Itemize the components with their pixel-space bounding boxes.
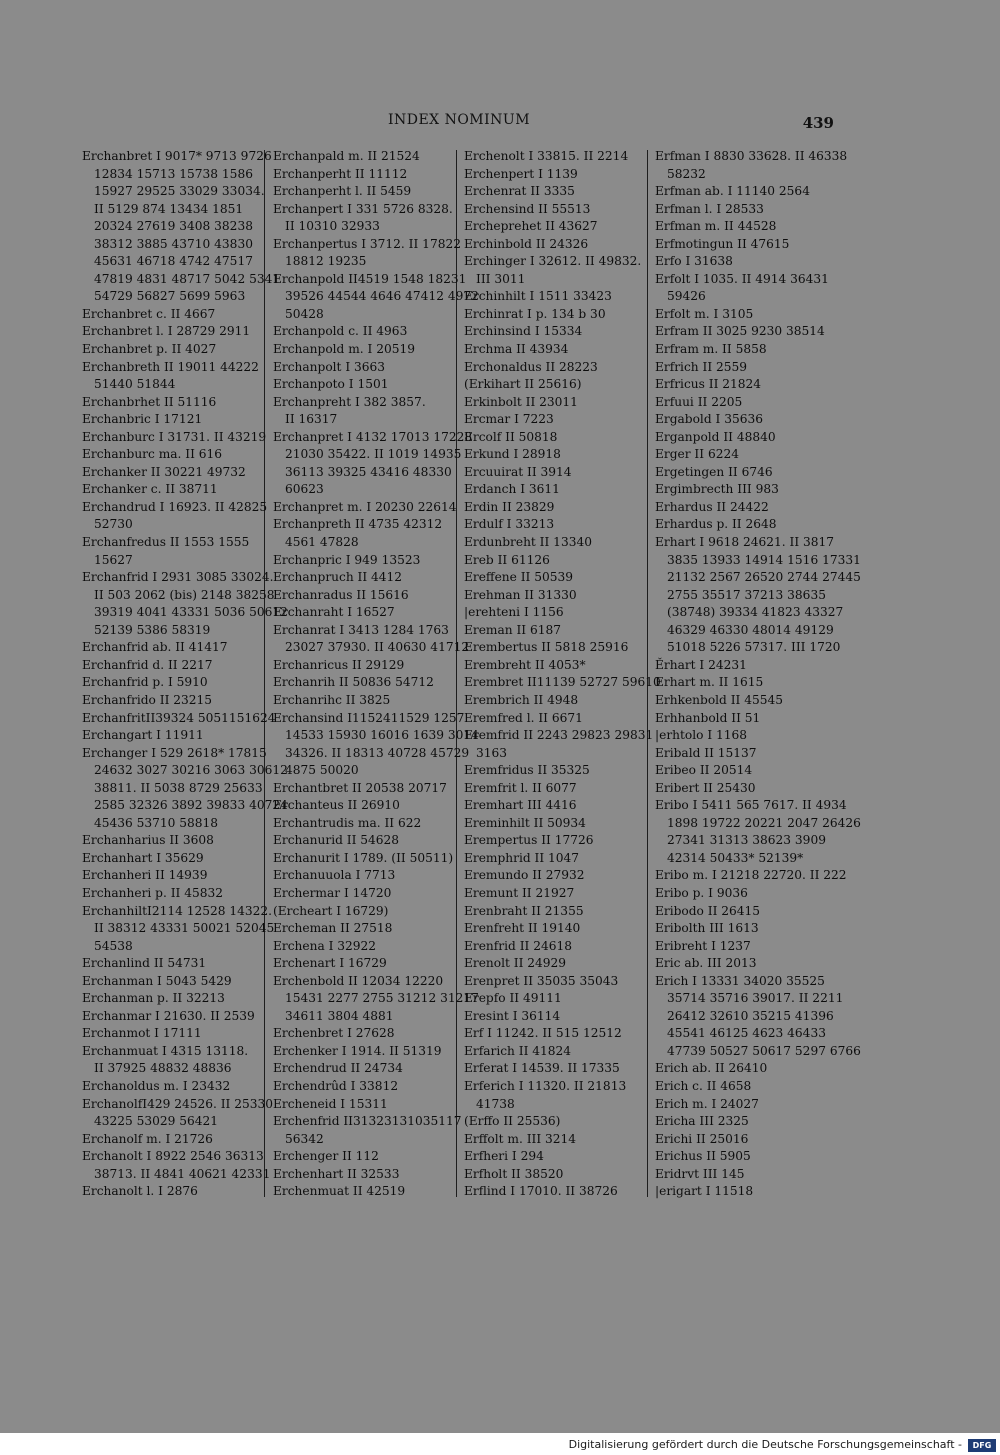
index-entry: Erchanpric I 949 13523 [273,552,421,567]
index-entry: Erf I 11242. II 515 12512 [464,1026,622,1041]
index-entry-continuation: II 5129 874 13434 1851 [94,201,244,216]
index-entry: Erchanburc I 31731. II 43219 [82,429,267,444]
index-entry: Erfrich II 2559 [655,359,748,374]
index-entry-continuation: 15627 [94,552,133,567]
index-entry: Ericha III 2325 [655,1114,749,1129]
index-entry-continuation: 38312 3885 43710 43830 [94,236,253,251]
index-entry: Erkund I 28918 [464,447,561,462]
index-entry: Erferich I 11320. II 21813 [464,1078,627,1093]
index-entry: Eribald II 15137 [655,745,757,760]
index-entry: Erchantbret II 20538 20717 [273,780,447,795]
index-entry: Eremunt II 21927 [464,885,575,900]
index-entry: Erfricus II 21824 [655,377,762,392]
index-entry: Erchanlind II 54731 [82,956,207,971]
index-entry: Erchanpold c. II 4963 [273,324,408,339]
index-entry: Eridrvt III 145 [655,1166,745,1181]
index-entry-continuation: 4875 50020 [285,763,359,778]
page-number: 439 [802,114,834,132]
index-entry: Erfmotingun II 47615 [655,236,790,251]
index-entry: Eribert II 25430 [655,780,756,795]
index-entry-continuation: 39319 4041 43331 5036 50612 [94,605,288,620]
index-entry: Erchanpruch II 4412 [273,570,403,585]
index-entry: Eric ab. III 2013 [655,956,757,971]
index-entry-continuation: 60623 [285,482,324,497]
index-entry: Erchangart I 11911 [82,728,204,743]
index-entry-continuation: 27341 31313 38623 3909 [667,833,826,848]
index-entry-continuation: 34326. II 18313 40728 45729 [285,745,470,760]
index-entry: Erhardus p. II 2648 [655,517,777,532]
index-entry: Erchenhart II 32533 [273,1166,400,1181]
index-entry: Erchanheri II 14939 [82,868,208,883]
index-entry: Erembertus II 5818 25916 [464,640,629,655]
index-entry-continuation: 23027 37930. II 40630 41712 [285,640,470,655]
index-entry: Erchanfrid ab. II 41417 [82,640,228,655]
index-entry: Erfolt m. I 3105 [655,306,754,321]
index-entry-continuation: 54729 56827 5699 5963 [94,289,246,304]
index-entry: Erchanfrido II 23215 [82,692,213,707]
index-entry-continuation: 59426 [667,289,706,304]
index-entry-continuation: 12834 15713 15738 1586 [94,166,253,181]
index-entry-continuation: 21030 35422. II 1019 14935 [285,447,462,462]
index-entry: Erchanpert I 331 5726 8328. [273,201,453,216]
index-entry: Erchanolt l. I 2876 [82,1184,198,1199]
index-entry: Erchma II 43934 [464,342,569,357]
index-entry: Erchanheri p. II 45832 [82,885,223,900]
index-entry: Ergabold I 35636 [655,412,763,427]
index-entry: Erchanfrid d. II 2217 [82,657,213,672]
index-entry-continuation: 51018 5226 57317. III 1720 [667,640,841,655]
index-entry: Erchanbret c. II 4667 [82,306,216,321]
index-entry: Erfolt I 1035. II 4914 36431 [655,271,829,286]
index-entry-continuation: II 10310 32933 [285,219,380,234]
index-entry-continuation: 15927 29525 33029 33034. [94,184,265,199]
index-entry: Erchanker II 30221 49732 [82,464,246,479]
index-entry: Erchanhart I 35629 [82,850,204,865]
index-entry: Ereb II 61126 [464,552,550,567]
index-entry: Erfman I 8830 33628. II 46338 [655,149,848,163]
index-entry: Erchenger II 112 [273,1149,379,1164]
index-entry: Erchendrûd I 33812 [273,1078,399,1093]
index-entry: Erichi II 25016 [655,1131,749,1146]
index-entry: (Erffo II 25536) [464,1114,561,1129]
index-entry: Erchanharius II 3608 [82,833,214,848]
index-entry: Erferat I 14539. II 17335 [464,1061,620,1076]
index-entry-continuation: 26412 32610 35215 41396 [667,1008,834,1023]
index-entry: Erchanfrid p. I 5910 [82,675,208,690]
index-entry: Erchenrat II 3335 [464,184,575,199]
index-entry: Erchanteus II 26910 [273,798,400,813]
index-entry-continuation: II 16317 [285,412,338,427]
index-entry: Erchanbret p. II 4027 [82,342,217,357]
index-entry: |erehteni I 1156 [464,605,564,620]
index-entry: Erdulf I 33213 [464,517,555,532]
index-entry: Erchanpold II4519 1548 18231 [273,271,467,286]
index-entry: Erchanricus II 29129 [273,657,405,672]
index-entry-continuation: 2585 32326 3892 39833 40724 [94,798,288,813]
index-entry: Erfram II 3025 9230 38514 [655,324,825,339]
index-entry-continuation: II 38312 43331 50021 52045 [94,921,275,936]
index-entry: Erchanraht I 16527 [273,605,395,620]
index-entry-continuation: 42314 50433* 52139* [667,850,804,865]
index-entry: Ergimbrecth III 983 [655,482,779,497]
index-entry-continuation: 34611 3804 4881 [285,1008,394,1023]
index-entry: Erich m. I 24027 [655,1096,759,1111]
index-entry: Erchendrud II 24734 [273,1061,403,1076]
index-entry: Erfman m. II 44528 [655,219,777,234]
index-entry: Erchensind II 55513 [464,201,591,216]
index-entry-continuation: 14533 15930 16016 1639 3014 [285,728,479,743]
index-column-1 [82,148,288,1201]
index-entry: (Erkihart II 25616) [464,377,582,392]
index-entry-continuation: 56342 [285,1131,324,1146]
index-entry: Eribodo II 26415 [655,903,761,918]
index-entry: Erchanoldus m. I 23432 [82,1078,231,1093]
index-entry: Erchenpert I 1139 [464,166,578,181]
index-entry-continuation: 45541 46125 4623 46433 [667,1026,826,1041]
index-entry: Eribo p. I 9036 [655,885,748,900]
index-entry: Erchanpold m. I 20519 [273,342,415,357]
index-entry: Erenpret II 35035 35043 [464,973,619,988]
index-entry: Eresint I 36114 [464,1008,561,1023]
index-entry: Erchanpoto I 1501 [273,377,389,392]
index-entry: Erchanmar I 21630. II 2539 [82,1008,255,1023]
index-entry-continuation: 2755 35517 37213 38635 [667,587,826,602]
index-entry: Erchinrat I p. 134 b 30 [464,306,606,321]
index-entry-continuation: 4561 47828 [285,535,359,550]
column-divider [456,150,457,1197]
index-entry: Erchanpret m. I 20230 22614 [273,499,457,514]
index-entry: Erchandrud I 16923. II 42825 [82,499,268,514]
index-entry: Erenfreht II 19140 [464,921,581,936]
index-entry: Erdin II 23829 [464,499,555,514]
index-entry: Erchanurid II 54628 [273,833,400,848]
index-entry: Erepfo II 49111 [464,991,562,1006]
index-entry: Erchenker I 1914. II 51319 [273,1043,442,1058]
index-entry: Erich c. II 4658 [655,1078,752,1093]
index-entry: Erchanpald m. II 21524 [273,149,420,163]
index-entry: Eribolth III 1613 [655,921,759,936]
index-entry: Erchanolt I 8922 2546 36313 [82,1149,264,1164]
index-column-4 [655,148,861,1201]
dfg-logo: DFG [968,1439,996,1452]
index-entry-continuation: 58232 [667,166,706,181]
index-entry: Erchenart I 16729 [273,956,387,971]
index-entry: Erchinsind I 15334 [464,324,583,339]
index-entry: ErchanolfI429 24526. II 25330 [82,1096,274,1111]
index-entry: Erfholt II 38520 [464,1166,564,1181]
index-entry: Erger II 6224 [655,447,739,462]
index-entry-continuation: 20324 27619 3408 38238 [94,219,253,234]
index-entry: Erffolt m. III 3214 [464,1131,577,1146]
index-entry: Erkinbolt II 23011 [464,394,578,409]
index-entry: Erfuui II 2205 [655,394,743,409]
index-entry: Erchanfrid I 2931 3085 33024. [82,570,274,585]
index-entry: Ercmar I 7223 [464,412,554,427]
column-divider [647,150,648,1197]
index-entry: Erchanfredus II 1553 1555 [82,535,250,550]
index-entry: Erchanperht II 11112 [273,166,408,181]
index-entry: Erchanuuola I 7713 [273,868,396,883]
index-entry: ErchanhiltI2114 12528 14322. [82,903,273,918]
index-entry: Erchermar I 14720 [273,885,392,900]
index-entry: Ercolf II 50818 [464,429,558,444]
index-entry: Erflind I 17010. II 38726 [464,1184,618,1199]
page-title: INDEX NOMINUM [387,112,531,128]
index-entry: Erhardus II 24422 [655,499,769,514]
index-entry: Erhart m. II 1615 [655,675,764,690]
index-entry: Erchinhilt I 1511 33423 [464,289,612,304]
index-entry-continuation: 24632 3027 30216 3063 30612 [94,763,288,778]
index-entry-continuation: (38748) 39334 41823 43327 [667,605,844,620]
index-entry: Erfheri I 294 [464,1149,544,1164]
index-entry-continuation: 18812 19235 [285,254,367,269]
index-entry: Erchanbret I 9017* 9713 9726 [82,149,272,163]
index-entry: Erchanmot I 17111 [82,1026,202,1041]
index-entry: Erchanbrhet II 51116 [82,394,217,409]
index-entry: Erchenolt I 33815. II 2214 [464,149,629,163]
index-entry-continuation: 50428 [285,306,324,321]
index-entry: Erdunbreht II 13340 [464,535,592,550]
index-entry-continuation: 41738 [476,1096,515,1111]
index-entry: Erchanger I 529 2618* 17815 [82,745,267,760]
index-entry: Ercheneid I 15311 [273,1096,388,1111]
index-entry: Erfram m. II 5858 [655,342,767,357]
index-entry: Erchanpertus I 3712. II 17822 [273,236,461,251]
index-entry: Erchanrih II 50836 54712 [273,675,434,690]
index-entry: Erchanbreth II 19011 44222 [82,359,259,374]
index-entry-continuation: 3835 13933 14914 1516 17331 [667,552,861,567]
index-entry-continuation: II 37925 48832 48836 [94,1061,232,1076]
index-entry-continuation: 54538 [94,938,133,953]
index-entry: Erfarich II 41824 [464,1043,572,1058]
index-entry-continuation: 39526 44544 4646 47412 4972 [285,289,479,304]
index-entry-continuation: 1898 19722 20221 2047 26426 [667,815,861,830]
index-entry: Erich ab. II 26410 [655,1061,768,1076]
index-entry: Erhkenbold II 45545 [655,692,784,707]
index-entry-continuation: III 3011 [476,271,526,286]
index-entry: Erchenbret I 27628 [273,1026,395,1041]
index-entry: Ereminhilt II 50934 [464,815,586,830]
index-entry: Ěrhart I 24231 [655,657,747,672]
index-entry-continuation: 47819 4831 48717 5042 5341 [94,271,281,286]
index-entry-continuation: 45436 53710 58818 [94,815,219,830]
index-entry: Erenolt II 24929 [464,956,567,971]
index-entry: Eremfrid II 2243 29823 29831 [464,728,654,743]
index-entry: Erhhanbold II 51 [655,710,761,725]
index-entry: Erembret II11139 52727 59610 [464,675,661,690]
index-entry: Erchanurit I 1789. (II 50511) [273,850,454,865]
index-entry: Erchonaldus II 28223 [464,359,598,374]
index-entry: ErchanfritII39324 5051151624 [82,710,276,725]
index-entry-continuation: II 503 2062 (bis) 2148 38258 [94,587,275,602]
index-entry-continuation: 38713. II 4841 40621 42331 [94,1166,271,1181]
index-entry: Erich I 13331 34020 35525 [655,973,825,988]
index-entry: Erchansind I1152411529 1257 [273,710,465,725]
index-entry-continuation: 46329 46330 48014 49129 [667,622,834,637]
index-entry-continuation: 51440 51844 [94,377,176,392]
index-entry: Erichus II 5905 [655,1149,751,1164]
index-entry: Erchanmuat I 4315 13118. [82,1043,249,1058]
index-entry: Ercuuirat II 3914 [464,464,572,479]
index-entry: Erenfrid II 24618 [464,938,572,953]
index-entry: Eribeo II 20514 [655,763,753,778]
index-entry-continuation: 43225 53029 56421 [94,1114,219,1129]
index-entry: Eremfrit l. II 6077 [464,780,577,795]
index-entry: Erchanpreht I 382 3857. [273,394,426,409]
column-divider [264,150,265,1197]
index-entry: Erfo I 31638 [655,254,733,269]
index-entry: Erchanpreth II 4735 42312 [273,517,443,532]
index-entry: |erhtolo I 1168 [655,728,748,743]
index-entry: Ergetingen II 6746 [655,464,773,479]
index-entry: Erchanman p. II 32213 [82,991,225,1006]
index-entry: Erfman l. I 28533 [655,201,764,216]
index-column-3 [464,148,661,1201]
index-entry: Erchanbric I 17121 [82,412,203,427]
index-entry: Eremundo II 27932 [464,868,585,883]
index-entry: Erchinbold II 24326 [464,236,589,251]
index-entry-continuation: 45631 46718 4742 47517 [94,254,253,269]
index-entry-continuation: 15431 2277 2755 31212 31217 [285,991,479,1006]
index-entry: Erchanpret I 4132 17013 17228 [273,429,473,444]
index-entry: Erehman II 31330 [464,587,577,602]
index-entry: Ercheman II 27518 [273,921,393,936]
index-entry: Erchanburc ma. II 616 [82,447,223,462]
index-entry: Erembrich II 4948 [464,692,579,707]
index-entry: Erchanker c. II 38711 [82,482,218,497]
index-entry: Erdanch I 3611 [464,482,560,497]
index-entry-continuation: 47739 50527 50617 5297 6766 [667,1043,861,1058]
index-entry: Erchanbret l. I 28729 2911 [82,324,251,339]
index-entry-continuation: 52730 [94,517,133,532]
index-entry: Erganpold II 48840 [655,429,776,444]
index-entry: Erchenfrid II31323131035117 [273,1114,462,1129]
index-entry: Erchanpolt I 3663 [273,359,386,374]
index-entry-continuation: 38811. II 5038 8729 25633 [94,780,263,795]
index-entry: Eremphrid II 1047 [464,850,580,865]
index-entry-continuation: 52139 5386 58319 [94,622,211,637]
index-entry: Erembreht II 4053* [464,657,586,672]
index-entry: Erchenbold II 12034 12220 [273,973,444,988]
index-entry: Erchena I 32922 [273,938,377,953]
index-entry: Eribo m. I 21218 22720. II 222 [655,868,847,883]
funding-footer: Digitalisierung gefördert durch die Deutsche Forschungsgemeinschaft - [568,1438,962,1451]
index-entry-continuation: 3163 [476,745,508,760]
index-entry: Erchanrihc II 3825 [273,692,391,707]
index-entry: Ereffene II 50539 [464,570,574,585]
index-entry: Eribo I 5411 565 7617. II 4934 [655,798,847,813]
index-entry: Eremhart III 4416 [464,798,577,813]
index-entry: Ercheprehet II 43627 [464,219,598,234]
index-entry: Erchanman I 5043 5429 [82,973,232,988]
index-entry: Erempertus II 17726 [464,833,594,848]
index-entry-continuation: 21132 2567 26520 2744 27445 [667,570,861,585]
index-entry: (Ercheart I 16729) [273,903,389,918]
index-entry: Erchantrudis ma. II 622 [273,815,422,830]
index-entry: Erchanradus II 15616 [273,587,409,602]
index-entry: Erhart I 9618 24621. II 3817 [655,535,835,550]
index-entry: |erigart I 11518 [655,1184,754,1199]
index-entry: Eremfred l. II 6671 [464,710,583,725]
index-entry: Ereman II 6187 [464,622,562,637]
index-entry: Erfman ab. I 11140 2564 [655,184,810,199]
index-entry: Erchenmuat II 42519 [273,1184,406,1199]
index-entry: Eremfridus II 35325 [464,763,590,778]
index-entry: Erenbraht II 21355 [464,903,584,918]
index-entry-continuation: 36113 39325 43416 48330 [285,464,452,479]
index-entry: Erchanolf m. I 21726 [82,1131,213,1146]
index-entry: Erchinger I 32612. II 49832. [464,254,642,269]
index-entry: Erchanrat I 3413 1284 1763 [273,622,449,637]
index-column-2 [273,148,479,1201]
index-entry-continuation: 35714 35716 39017. II 2211 [667,991,844,1006]
index-entry: Eribreht I 1237 [655,938,751,953]
index-entry: Erchanperht l. II 5459 [273,184,412,199]
